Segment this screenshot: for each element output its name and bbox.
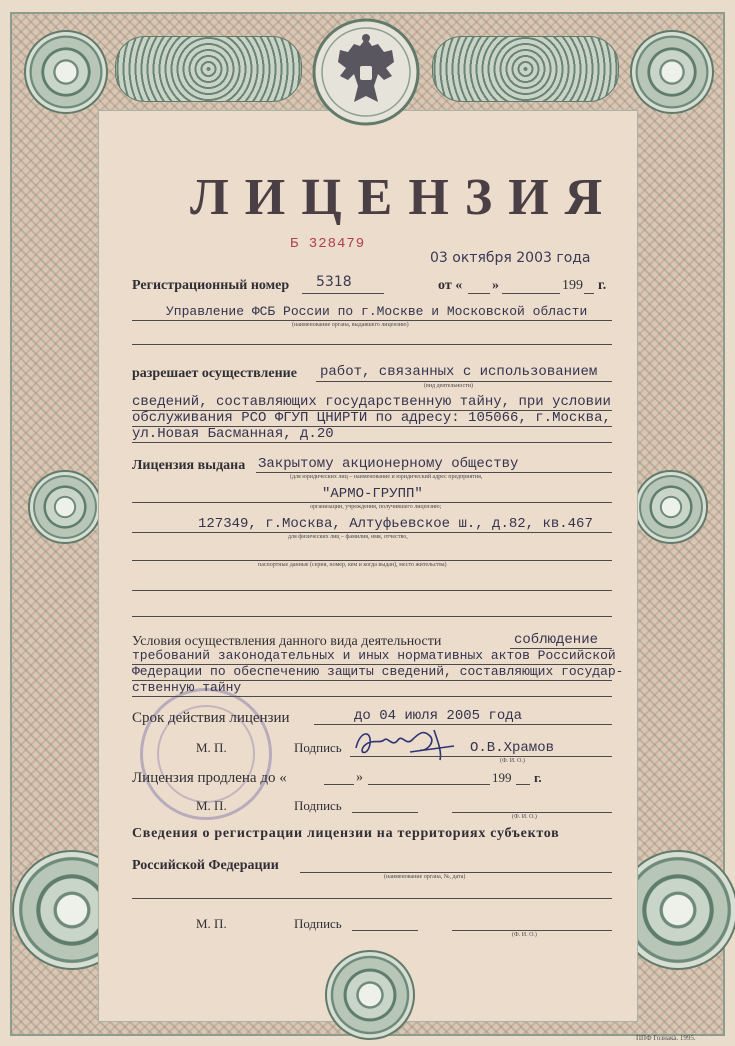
registration-year-suffix: г. [598, 278, 607, 293]
signer-name: О.В.Храмов [470, 740, 555, 756]
registration-from-label: от « [438, 278, 463, 293]
printer-note: ППФ Гознака. 1995. [636, 1034, 696, 1042]
validity-label: Срок действия лицензии [132, 710, 290, 726]
corner-rosette-top-left [24, 30, 108, 114]
activity-line-3: обслуживания РСО ФГУП ЦНИРТИ по адресу: 105066, г.Москва, [132, 410, 611, 426]
side-rosette-right [634, 470, 708, 544]
conditions-label: Условия осуществления данного вида деятельности [132, 634, 442, 649]
registration-from-close: » [492, 278, 499, 293]
validity-value: до 04 июля 2005 года [354, 708, 523, 724]
corner-rosette-top-right [630, 30, 714, 114]
issued-to-caption-2: организации, учреждения, получившего лицензию; [310, 504, 442, 510]
top-ornament-band-right [432, 36, 619, 102]
issued-to-line-1: Закрытому акционерному обществу [258, 456, 519, 472]
fio-caption-3: (Ф. И. О.) [512, 932, 537, 938]
organ-caption: (наименование органа, №, дата) [384, 874, 466, 880]
issued-to-caption-3: для физических лиц – фамилия, имя, отчество, [288, 534, 408, 540]
issued-to-label: Лицензия выдана [132, 458, 246, 473]
conditions-line-4: ственную тайну [132, 680, 242, 695]
activity-line-4: ул.Новая Басманная, д.20 [132, 426, 334, 442]
permits-label: разрешает осуществление [132, 366, 297, 381]
fio-caption-2: (Ф. И. О.) [512, 814, 537, 820]
side-rosette-left [28, 470, 102, 544]
registration-number-label: Регистрационный номер [132, 278, 290, 293]
extended-year: 199 [492, 770, 512, 785]
issuer-name: Управление ФСБ России по г.Москве и Московской области [166, 304, 588, 319]
federation-label: Российской Федерации [132, 858, 279, 873]
signature-label-2: Подпись [294, 798, 342, 813]
serial-number: Б 328479 [290, 236, 366, 252]
bottom-center-rosette [325, 950, 415, 1040]
registration-year-prefix: 199 [562, 278, 583, 293]
handwritten-signature [350, 722, 460, 764]
issued-to-line-3: 127349, г.Москва, Алтуфьевское ш., д.82, кв.467 [198, 516, 593, 532]
issued-to-line-2: "АРМО-ГРУПП" [322, 486, 423, 502]
top-ornament-band-left [115, 36, 302, 102]
conditions-line-1: соблюдение [514, 632, 599, 648]
activity-line-2: сведений, составляющих государственную тайну, при условии [132, 394, 611, 410]
signer-fio-caption: (Ф. И. О.) [500, 758, 525, 764]
extended-close: » [356, 770, 363, 785]
signature-label-3: Подпись [294, 916, 342, 931]
issue-date: 03 октября 2003 года [430, 250, 591, 266]
passport-caption: паспортные данные (серия, номер, кем и когда выдан), место жительства) [258, 562, 447, 568]
document-title: ЛИЦЕНЗИЯ [190, 169, 619, 226]
activity-caption: (вид деятельности) [424, 383, 473, 389]
seal-place-label: М. П. [196, 740, 227, 755]
issued-to-caption-1: (для юридических лиц – наименование и юридический адрес предприятия, [290, 474, 483, 480]
signature-label: Подпись [294, 740, 342, 755]
extended-year-suffix: г. [534, 770, 542, 785]
seal-place-label-2: М. П. [196, 798, 227, 813]
registration-number: 5318 [316, 274, 352, 290]
conditions-line-3: Федерации по обеспечению защиты сведений, составляющих государ- [132, 664, 624, 679]
issuer-caption: (наименование органа, выдавшего лицензию) [292, 322, 409, 328]
activity-line-1: работ, связанных с использованием [320, 364, 598, 380]
seal-place-label-3: М. П. [196, 916, 227, 931]
conditions-line-2: требований законодательных и иных нормативных актов Российской [132, 648, 616, 663]
double-headed-eagle-emblem [310, 16, 422, 128]
registration-info-label: Сведения о регистрации лицензии на территориях субъектов [132, 826, 560, 841]
extended-label: Лицензия продлена до « [132, 770, 287, 786]
